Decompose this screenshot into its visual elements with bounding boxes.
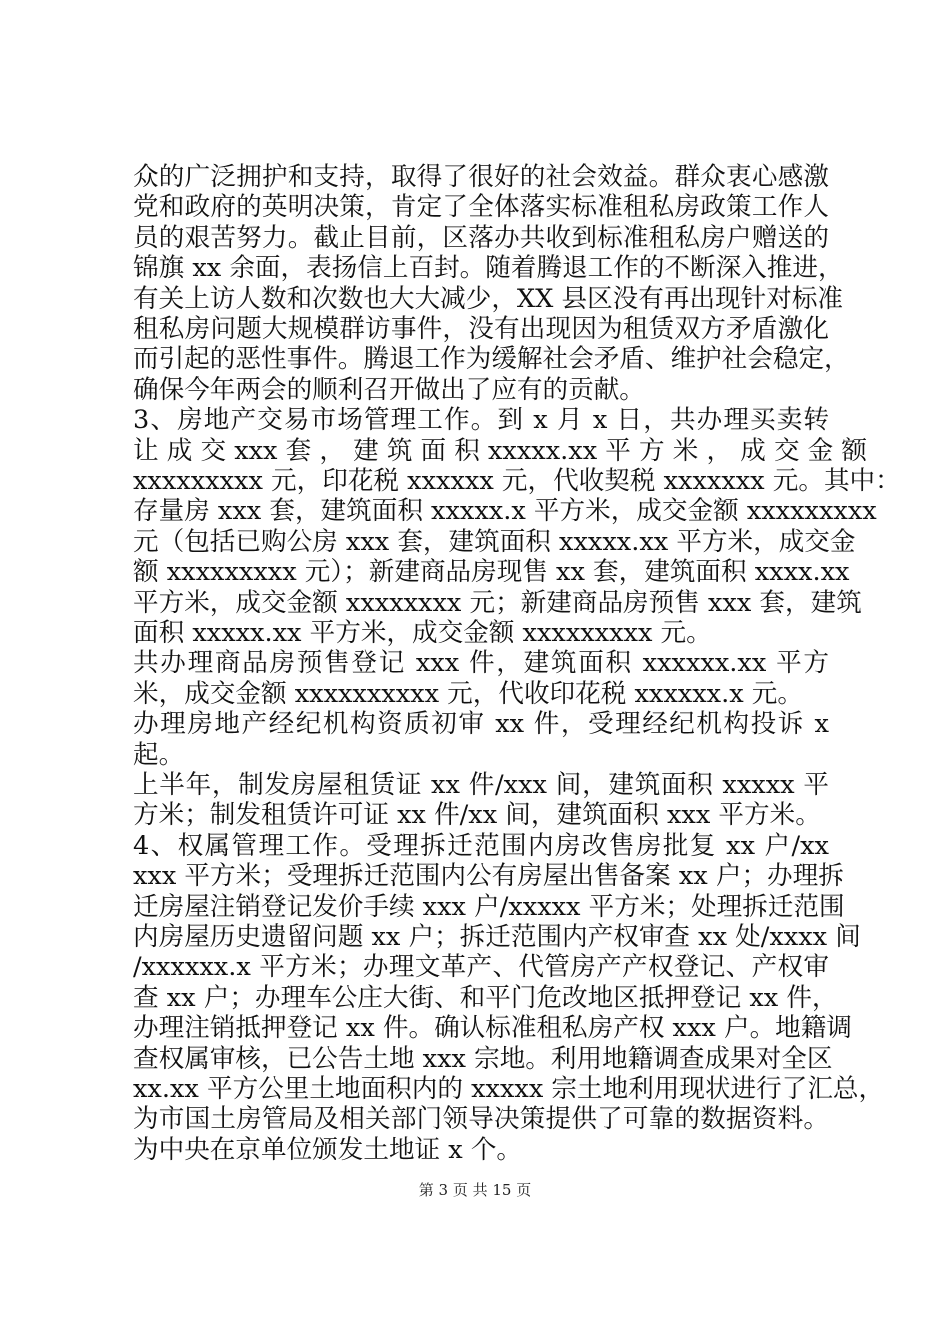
text-line: 平方米，成交金额 xxxxxxxx 元；新建商品房预售 xxx 套，建筑 — [133, 587, 862, 618]
text-line: 4、权属管理工作。受理拆迁范围内房改售房批复 xx 户/xx — [133, 830, 829, 861]
text-line: 办理房地产经纪机构资质初审 xx 件，受理经纪机构投诉 x — [133, 709, 829, 740]
text-line: 元（包括已购公房 xxx 套，建筑面积 xxxxx.xx 平方米，成交金 — [133, 526, 856, 557]
text-line: 查权属审核，已公告土地 xxx 宗地。利用地籍调查成果对全区 — [133, 1043, 833, 1074]
text-line: 共办理商品房预售登记 xxx 件，建筑面积 xxxxxx.xx 平方 — [133, 648, 829, 679]
text-line: 米，成交金额 xxxxxxxxxx 元，代收印花税 xxxxxx.x 元。 — [133, 678, 803, 709]
text-line: 确保今年两会的顺利召开做出了应有的贡献。 — [133, 374, 645, 405]
text-line: 有关上访人数和次数也大大减少，XX 县区没有再出现针对标准 — [133, 283, 844, 314]
text-line: 上半年，制发房屋租赁证 xx 件/xxx 间，建筑面积 xxxxx 平 — [133, 770, 829, 800]
text-line: 而引起的恶性事件。腾退工作为缓解社会矛盾、维护社会稳定， — [133, 344, 850, 375]
text-line: 迁房屋注销登记发价手续 xxx 户/xxxxx 平方米；处理拆迁范围 — [133, 891, 845, 922]
text-line: 查 xx 户；办理车公庄大街、和平门危改地区抵押登记 xx 件， — [133, 982, 838, 1013]
text-line: 党和政府的英明决策，肯定了全体落实标准租私房政策工作人 — [133, 192, 829, 223]
text-line: 员的艰苦努力。截止目前，区落办共收到标准租私房户赠送的 — [133, 222, 829, 253]
text-line: xx.xx 平方公里土地面积内的 xxxxx 宗土地利用现状进行了汇总， — [133, 1074, 885, 1104]
text-line: 内房屋历史遗留问题 xx 户；拆迁范围内产权审查 xx 处/xxxx 间 — [133, 922, 861, 952]
text-line: 方米；制发租赁许可证 xx 件/xx 间，建筑面积 xxx 平方米。 — [133, 800, 821, 831]
text-line: xxx 平方米；受理拆迁范围内公有房屋出售备案 xx 户；办理拆 — [133, 861, 844, 892]
text-line: 锦旗 xx 余面，表扬信上百封。随着腾退工作的不断深入推进， — [133, 253, 844, 284]
text-line: xxxxxxxxx 元，印花税 xxxxxx 元，代收契税 xxxxxxx 元。其中： — [133, 466, 901, 496]
page-number-footer: 第 3 页 共 15 页 — [418, 1181, 532, 1200]
text-line: 为市国土房管局及相关部门领导决策提供了可靠的数据资料。 — [133, 1104, 829, 1135]
text-line: 让 成 交 xxx 套 ， 建 筑 面 积 xxxxx.xx 平 方 米 ， 成 交 金 额 — [133, 435, 868, 466]
text-line: 存量房 xxx 套，建筑面积 xxxxx.x 平方米，成交金额 xxxxxxxxx — [133, 496, 877, 527]
text-line: 租私房问题大规模群访事件，没有出现因为租赁双方矛盾激化 — [133, 314, 829, 344]
text-line: 为中央在京单位颁发土地证 x 个。 — [133, 1134, 523, 1165]
text-line: 办理注销抵押登记 xx 件。确认标准租私房产权 xxx 户。地籍调 — [133, 1013, 852, 1044]
text-line: 起。 — [133, 739, 185, 770]
text-line: 面积 xxxxx.xx 平方米，成交金额 xxxxxxxxx 元。 — [133, 618, 712, 648]
text-line: /xxxxxx.x 平方米；办理文革产、代管房产产权登记、产权审 — [133, 952, 829, 983]
text-line: 3、房地产交易市场管理工作。到 x 月 x 日，共办理买卖转 — [133, 405, 829, 436]
text-line: 众的广泛拥护和支持，取得了很好的社会效益。群众衷心感激 — [133, 162, 829, 192]
text-line: 额 xxxxxxxxx 元）；新建商品房现售 xx 套，建筑面积 xxxx.xx — [133, 557, 850, 588]
